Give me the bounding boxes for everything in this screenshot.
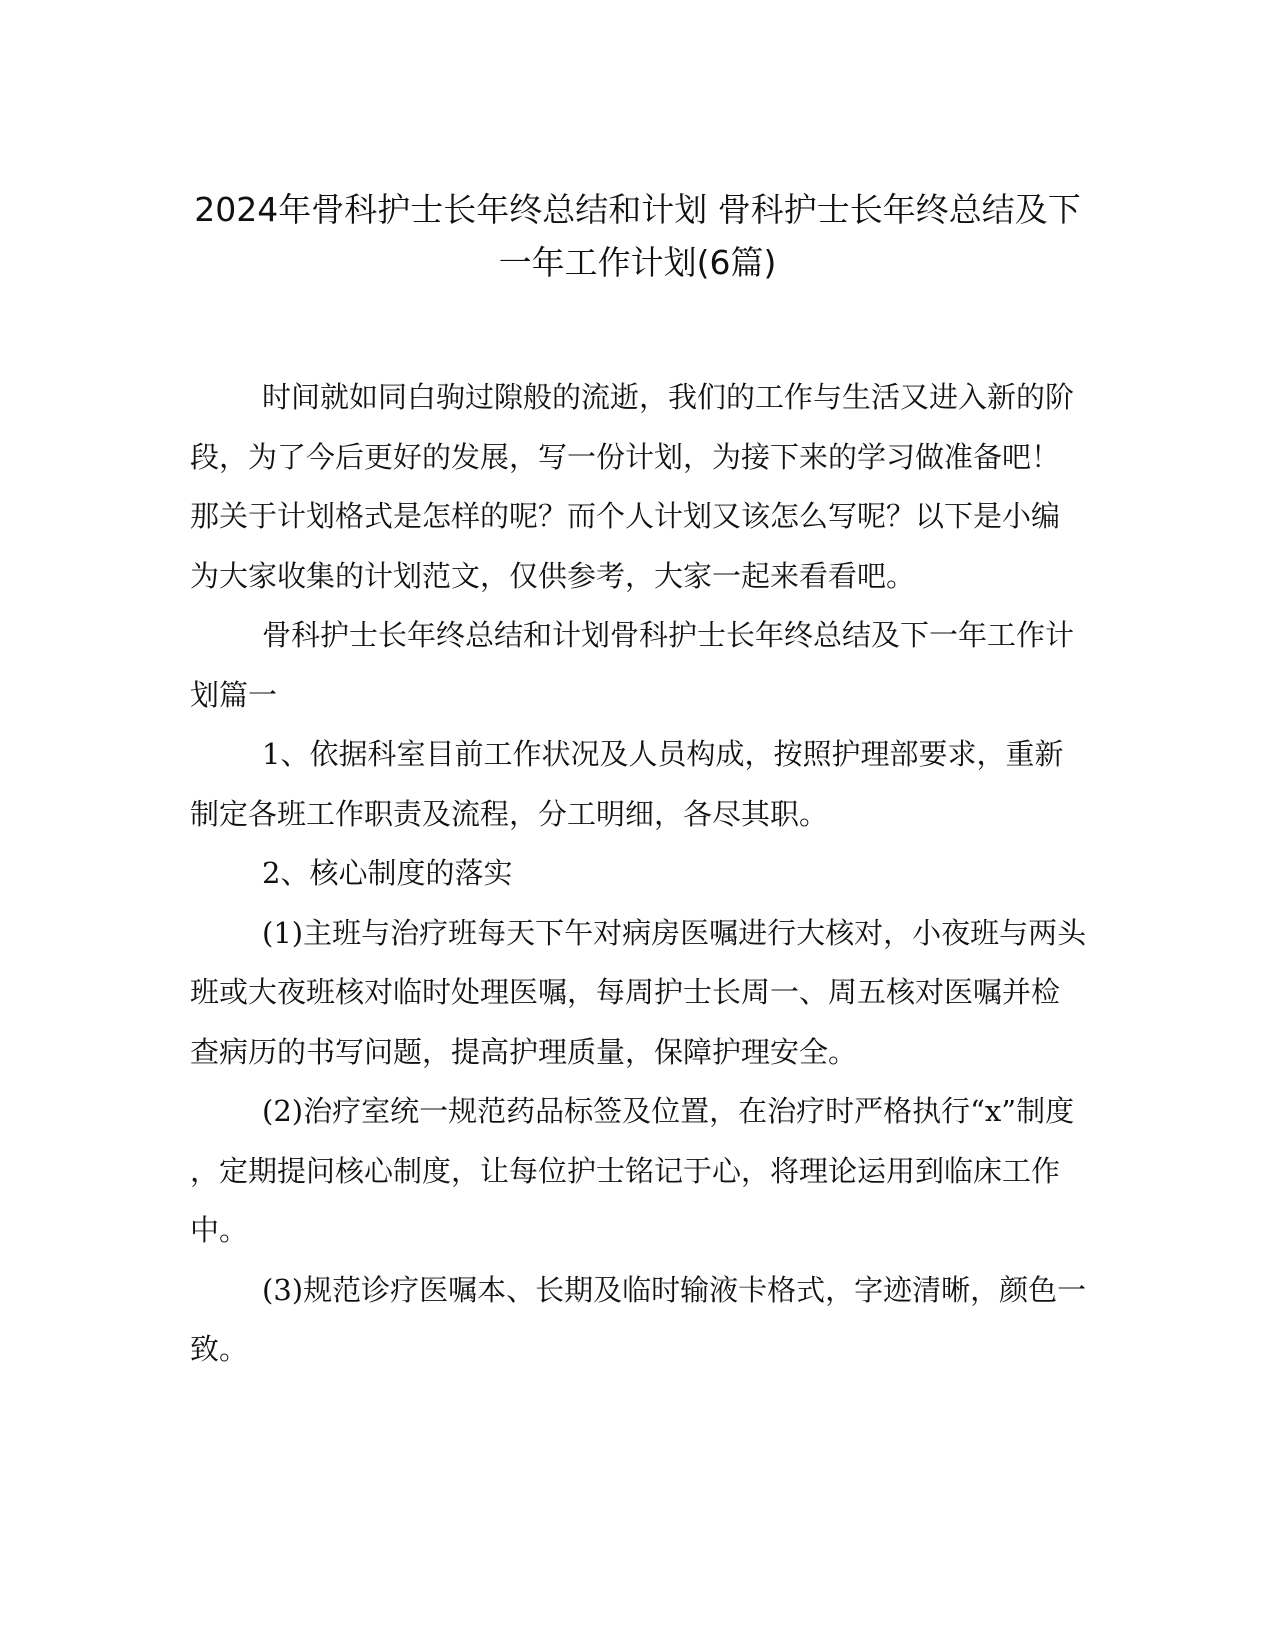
item-2-heading: 2、核心制度的落实 (262, 856, 513, 890)
document-title (150, 183, 1125, 289)
item-1-line-1: 1、依据科室目前工作状况及人员构成，按照护理部要求，重新 (262, 737, 1064, 771)
subitem-2-line-3: 中。 (190, 1213, 249, 1247)
subitem-2-line-1: (2)治疗室统一规范药品标签及位置，在治疗时严格执行“x”制度 (262, 1094, 1075, 1128)
subitem-3-line-2: 致。 (190, 1332, 249, 1366)
intro-line-3: 那关于计划格式是怎样的呢？而个人计划又该怎么写呢？以下是小编 (190, 499, 1061, 533)
intro-line-2: 段，为了今后更好的发展，写一份计划，为接下来的学习做准备吧！ (190, 439, 1061, 474)
subitem-1-line-2: 班或大夜班核对临时处理医嘱，每周护士长周一、周五核对医嘱并检 (190, 975, 1061, 1009)
subitem-1-line-1: (1)主班与治疗班每天下午对病房医嘱进行大核对，小夜班与两头 (262, 915, 1087, 950)
intro-line-4: 为大家收集的计划范文，仅供参考，大家一起来看看吧。 (190, 558, 916, 593)
title-line-1: 2024年骨科护士长年终总结和计划 骨科护士长年终总结及下 (194, 190, 1081, 229)
subitem-2-line-2: ，定期提问核心制度，让每位护士铭记于心，将理论运用到临床工作 (190, 1153, 1061, 1188)
item-1-line-2: 制定各班工作职责及流程，分工明细，各尽其职。 (190, 796, 829, 831)
subitem-1-line-3: 查病历的书写问题，提高护理质量，保障护理安全。 (190, 1034, 858, 1069)
subitem-3-line-1: (3)规范诊疗医嘱本、长期及临时输液卡格式，字迹清晰，颜色一 (262, 1272, 1087, 1307)
intro-line-1: 时间就如同白驹过隙般的流逝，我们的工作与生活又进入新的阶 (262, 380, 1075, 414)
section-heading-line-2: 划篇一 (190, 677, 278, 712)
document-body (190, 368, 1087, 1380)
title-line-2: 一年工作计划(6篇) (498, 243, 777, 282)
section-heading-line-1: 骨科护士长年终总结和计划骨科护士长年终总结及下一年工作计 (262, 618, 1075, 652)
